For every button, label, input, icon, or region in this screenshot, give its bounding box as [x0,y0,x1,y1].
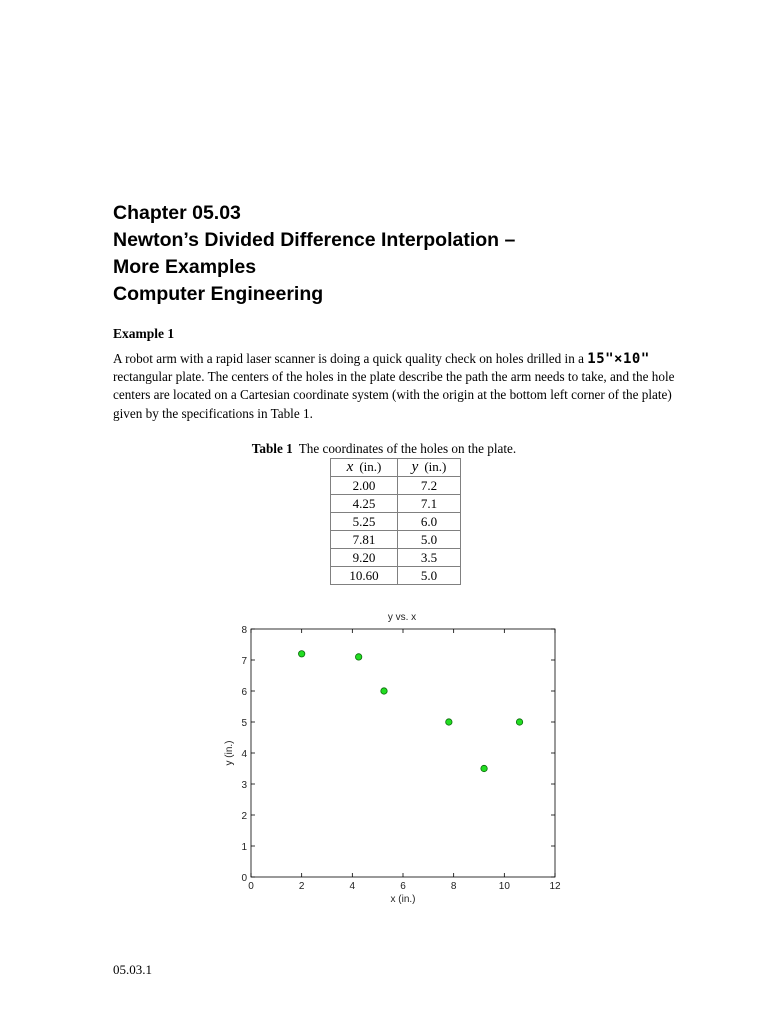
table-row [331,531,461,549]
chapter-title-line-1: Newton’s Divided Difference Interpolation – [113,229,516,251]
data-point [355,654,361,660]
y-tick-label: 6 [241,687,247,698]
table-row [331,477,461,495]
y-tick-label: 7 [241,656,247,667]
y-axis-label: y (in.) [224,740,235,766]
chart-title: y vs. x [387,612,417,623]
example-paragraph [113,350,683,423]
cell-y: 7.2 [398,477,461,495]
scatter-chart-svg [218,608,568,908]
data-point [516,719,522,725]
header-y-unit: (in.) [424,459,447,474]
y-tick-label: 4 [241,749,247,760]
cell-x: 10.60 [331,567,398,585]
table-row [331,549,461,567]
table-row [331,495,461,513]
header-x-unit: (in.) [359,459,382,474]
x-tick-label: 4 [349,881,356,892]
chapter-number: Chapter 05.03 [113,202,241,224]
table-caption [0,441,768,457]
page-number: 05.03.1 [113,962,152,977]
table-row [331,513,461,531]
example-title: Example 1 [113,326,175,341]
table-caption-text: The coordinates of the holes on the plate. [298,441,517,456]
cell-y: 7.1 [398,495,461,513]
cell-x: 5.25 [331,513,398,531]
header-x-var: x [346,459,354,475]
header-y-var: y [411,459,419,475]
y-tick-label: 2 [241,811,247,822]
paragraph-text-before: A robot arm with a rapid laser scanner is doing a quick quality check on holes drilled in a [113,351,588,366]
cell-x: 2.00 [331,477,398,495]
header-y [398,459,461,477]
cell-y: 3.5 [398,549,461,567]
y-tick-label: 3 [241,780,247,791]
plate-dimensions: 15"×10" [587,351,650,367]
cell-x: 4.25 [331,495,398,513]
scatter-chart [218,608,568,908]
cell-y: 6.0 [398,513,461,531]
y-tick-label: 1 [241,842,247,853]
chapter-title-line-2: More Examples [113,256,257,278]
cell-y: 5.0 [398,531,461,549]
data-point [446,719,452,725]
x-tick-label: 10 [498,881,510,892]
data-point [381,688,387,694]
data-point [298,651,304,657]
chapter-heading [113,200,713,308]
y-tick-label: 5 [241,718,247,729]
y-tick-label: 0 [241,873,247,884]
x-tick-label: 2 [298,881,305,892]
x-axis-label: x (in.) [390,894,416,905]
coordinates-table [330,458,461,585]
x-tick-label: 6 [400,881,406,892]
cell-x: 9.20 [331,549,398,567]
plot-area-frame [251,629,555,877]
paragraph-text-after: rectangular plate. The centers of the holes in the plate describe the path the arm needs to take, and the hole centers are located on a Cartesian coordinate system (with the origin at the bottom left corner of the plate) given by the specifications in Table 1. [113,369,675,421]
cell-x: 7.81 [331,531,398,549]
x-tick-label: 0 [248,881,254,892]
data-point [481,765,487,771]
header-x [331,459,398,477]
cell-y: 5.0 [398,567,461,585]
table-header-row [331,459,461,477]
table-row [331,567,461,585]
chapter-subject: Computer Engineering [113,283,324,305]
x-tick-label: 12 [549,881,561,892]
y-tick-label: 8 [241,625,247,636]
table-caption-label: Table 1 [251,441,293,456]
x-tick-label: 8 [450,881,457,892]
